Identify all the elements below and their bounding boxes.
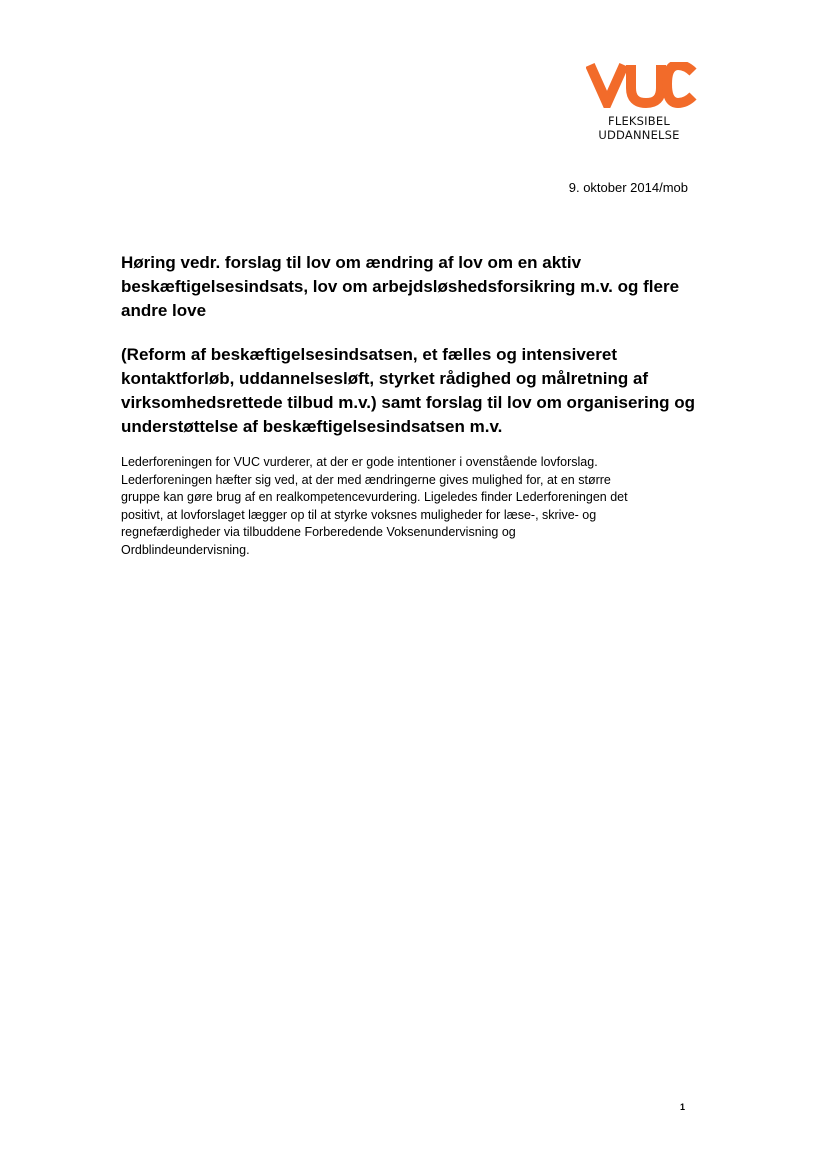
- title-line: Høring vedr. forslag til lov om ændring af lov om en aktiv: [121, 253, 582, 272]
- body-paragraph: [121, 454, 701, 560]
- page-number: 1: [680, 1102, 686, 1112]
- subtitle-line: virksomhedsrettede tilbud m.v.) samt forslag til lov om organisering og: [121, 393, 696, 412]
- title-line: beskæftigelsesindsats, lov om arbejdsløshedsforsikring m.v. og flere: [121, 277, 680, 296]
- vuc-logo-mark: [586, 62, 698, 108]
- subtitle-line: (Reform af beskæftigelsesindsatsen, et fælles og intensiveret: [121, 345, 617, 364]
- body-line: regnefærdigheder via tilbuddene Forberedende Voksenundervisning og: [121, 525, 516, 540]
- subtitle-line: understøttelse af beskæftigelsesindsatsen m.v.: [121, 417, 503, 436]
- body-line: Lederforeningen hæfter sig ved, at der med ændringerne gives mulighed for, at en større: [121, 472, 611, 487]
- subtitle-line: kontaktforløb, uddannelsesløft, styrket rådighed og målretning af: [121, 369, 649, 388]
- logo-tagline-2: UDDANNELSE: [598, 128, 680, 142]
- vuc-logo: [586, 62, 702, 146]
- document-date: 9. oktober 2014/mob: [568, 180, 688, 195]
- document-title: [121, 251, 701, 323]
- title-line: andre love: [121, 301, 207, 320]
- body-line: Ordblindeundervisning.: [121, 542, 250, 557]
- document-subtitle: [121, 343, 701, 439]
- logo-tagline-1: FLEKSIBEL: [608, 114, 670, 128]
- body-line: gruppe kan gøre brug af en realkompetencevurdering. Ligeledes finder Lederforeningen det: [121, 490, 628, 505]
- body-line: Lederforeningen for VUC vurderer, at der er gode intentioner i ovenstående lovforslag.: [121, 455, 598, 469]
- body-line: positivt, at lovforslaget lægger op til at styrke voksnes muligheder for læse-, skrive- og: [121, 507, 597, 522]
